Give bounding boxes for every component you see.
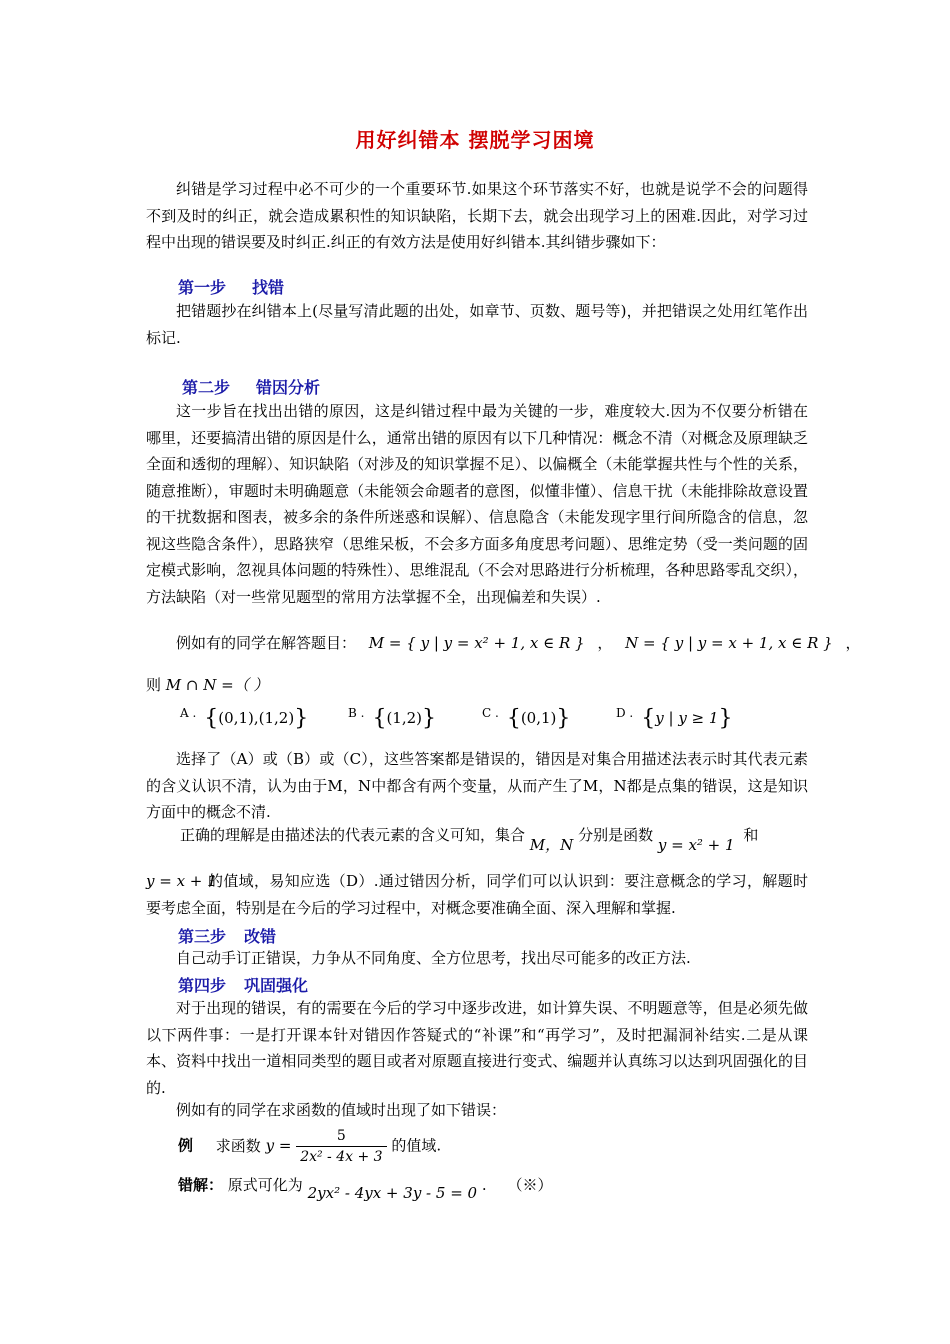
step3-label: 第三步: [178, 927, 227, 946]
reference-mark: （※）: [507, 1176, 553, 1194]
function1-formula: y = x² + 1: [657, 836, 735, 854]
example2-line: [178, 1126, 441, 1167]
step2-label: 第二步: [182, 378, 231, 397]
option-a-label: A .: [180, 706, 197, 720]
set-m-formula: M = { y | y = x² + 1, x ∈ R }: [368, 634, 585, 652]
y-equals: y =: [265, 1136, 292, 1155]
option-d-value: y | y ≥ 1: [655, 709, 719, 727]
step4-heading: [178, 973, 308, 996]
option-a-value: (0,1),(1,2): [218, 709, 295, 727]
option-c-label: C .: [482, 706, 499, 720]
step1-label: 第一步: [178, 278, 227, 297]
step2-name: 错因分析: [256, 378, 321, 397]
example1-line: [176, 632, 861, 653]
set-n-formula: N = { y | y = x + 1, x ∈ R }: [625, 634, 833, 652]
wrong-end: .: [481, 1176, 487, 1194]
analysis1-paragraph: 选择了（A）或（B）或（C），这些答案都是错误的，错因是对集合用描述法表示时其代表元素的含义认识不清，认为由于M，N中都含有两个变量，从而产生了M，N都是点集的错误，这是知识方面中的概念不清.: [146, 750, 808, 821]
analysis2-text-a: 正确的理解是由描述法的代表元素的含义可知，集合: [180, 826, 526, 844]
separator-comma: ，: [845, 634, 861, 652]
option-b-value: (1,2): [386, 709, 423, 727]
example2-lead: 例如有的同学在求函数的值域时出现了如下错误：: [176, 1101, 507, 1119]
fraction-numerator: 5: [296, 1126, 386, 1147]
step3-paragraph: 自己动手订正错误，力争从不同角度、全方位思考，找出尽可能多的改正方法.: [176, 949, 691, 967]
function2-formula: y = x + 1: [146, 872, 217, 890]
question-formula: M ∩ N =（ ）: [165, 676, 269, 694]
step2-heading: [182, 375, 320, 398]
example2-text-b: 的值域.: [391, 1136, 442, 1155]
page-title: 用好纠错本 摆脱学习困境: [355, 128, 595, 152]
option-d: $^{D .}$ {y | y ≥ 1}: [616, 706, 733, 731]
option-b-label: B .: [348, 706, 365, 720]
example1-lead: 例如有的同学在解答题目：: [176, 634, 357, 652]
question-line: [146, 674, 269, 695]
fraction-denominator: 2x² - 4x + 3: [300, 1149, 383, 1165]
example2-text-a: 求函数: [215, 1136, 261, 1155]
analysis2-text-c: 和: [743, 826, 759, 844]
step1-name: 找错: [252, 278, 285, 297]
step1-heading: [178, 275, 284, 298]
analysis2-text-b: 分别是函数: [578, 826, 654, 844]
step4-name: 巩固强化: [244, 976, 309, 995]
step2-paragraph: 这一步旨在找出出错的原因，这是纠错过程中最为关键的一步，难度较大.因为不仅要分析错在哪里，还要搞清出错的原因是什么，通常出错的原因有以下几种情况：概念不清（对概念及原理缺乏全面和透彻的理解）、知识缺陷（对涉及的知识掌握不足）、以偏概全（未能掌握共性与个性的关系，随意推断），审题时未明确题意（未能领会命题者的意图，似懂非懂）、信息干扰（未能排除故意设置的干扰数据和图表，被多余的条件所迷惑和误解）、信息隐含（未能发现字里行间所隐含的信息，忽视这些隐含条件），思路狭窄（思维呆板，不会多方面多角度思考问题）、思维定势（受一类问题的固定模式影响，忽视具体问题的特殊性）、思维混乱（不会对思路进行分析梳理，各种思路零乱交织），方法缺陷（对一些常见题型的常用方法掌握不全，出现偏差和失误）.: [146, 402, 808, 606]
step1-paragraph: 把错题抄在纠错本上(尽量写清此题的出处，如章节、页数、题号等)，并把错误之处用红笔作出标记.: [146, 302, 808, 347]
step4-paragraph: 对于出现的错误，有的需要在今后的学习中逐步改进，如计算失误、不明题意等，但是必须先做以下两件事：一是打开课本针对错因作答疑式的“补课”和“再学习”，及时把漏洞补结实.二是从课本、资料中找出一道相同类型的题目或者对原题直接进行变式、编题并认真练习以达到巩固强化的目的.: [146, 999, 808, 1097]
option-c: $^{C .}$ {(0,1)}: [482, 706, 571, 731]
analysis2-line: [180, 824, 758, 855]
wrong-equation: 2yx² - 4yx + 3y - 5 = 0: [307, 1184, 478, 1202]
intro-paragraph: 纠错是学习过程中必不可少的一个重要环节.如果这个环节落实不好，也就是说学不会的问题得不到及时的纠正，就会造成累积性的知识缺陷，长期下去，就会出现学习上的困难.因此，对学习过程中出现的错误要及时纠正.纠正的有效方法是使用好纠错本.其纠错步骤如下：: [146, 180, 808, 251]
separator-comma: ，: [597, 634, 613, 652]
option-a: $^{A .}$ {(0,1),(1,2)}: [180, 706, 309, 731]
then-label: 则: [146, 676, 162, 694]
wrong-solution-label: 错解：: [178, 1176, 224, 1194]
wrong-solution-text: 原式可化为: [227, 1176, 303, 1194]
step3-heading: [178, 924, 276, 947]
option-d-label: D .: [616, 706, 634, 720]
example2-label: 例: [178, 1136, 194, 1155]
option-b: $^{B .}$ {(1,2)}: [348, 706, 437, 731]
step4-label: 第四步: [178, 976, 227, 995]
step3-name: 改错: [244, 927, 277, 946]
mn-symbols: M，N: [529, 836, 574, 854]
analysis3-paragraph: 的值域，易知应选（D）.通过错因分析，同学们可以认识到：要注意概念的学习，解题时要考虑全面，特别是在今后的学习过程中，对概念要准确全面、深入理解和掌握.: [146, 872, 808, 917]
option-c-value: (0,1): [520, 709, 557, 727]
fraction: [296, 1126, 386, 1167]
wrong-solution-line: [178, 1174, 552, 1202]
